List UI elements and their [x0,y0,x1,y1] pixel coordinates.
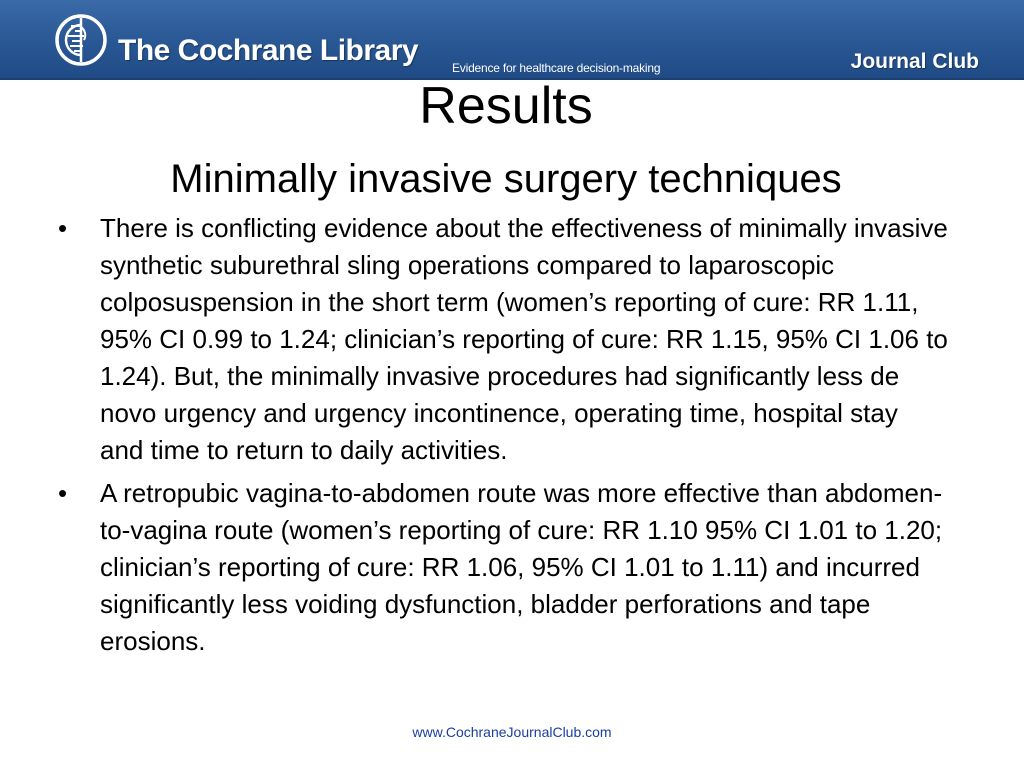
bullet-list [58,210,948,666]
bullet-text: A retropubic vagina-to-abdomen route was more effective than abdomen-to-vagina route (women’s reporting of cure: RR 1.10 95% CI 1.01 to 1.20; clinician’s reporting of cure: RR 1.06, 95% CI 1.01 to 1.11) and incurred significantly less voiding dysfunction, bladder perforations and tape erosions. [100,478,943,656]
cochrane-logo-icon [54,13,108,67]
footer-url: www.CochraneJournalClub.com [412,724,612,740]
journal-club-label: Journal Club [850,50,979,73]
cochrane-banner [0,0,1024,80]
slide-title: Results [419,77,593,135]
slide-subtitle: Minimally invasive surgery techniques [170,157,842,201]
library-tagline: Evidence for healthcare decision-making [452,61,661,75]
bullet-item [58,210,948,469]
bullet-item [58,475,948,660]
bullet-marker: • [58,478,68,508]
bullet-text: There is conflicting evidence about the effectiveness of minimally invasive synthetic suburethral sling operations compared to laparoscopic colposuspension in the short term (women’s reporting of cure: RR 1.11, 95% CI 0.99 to 1.24; clinician’s reporting of cure: RR 1.15, 95% CI 1.06 to 1.24). But, the minimally invasive procedures had significantly less de novo urgency and urgency incontinence, operating time, hospital stay and time to return to daily activities. [100,213,948,465]
library-name: The Cochrane Library [118,34,419,67]
bullet-marker: • [58,213,68,243]
